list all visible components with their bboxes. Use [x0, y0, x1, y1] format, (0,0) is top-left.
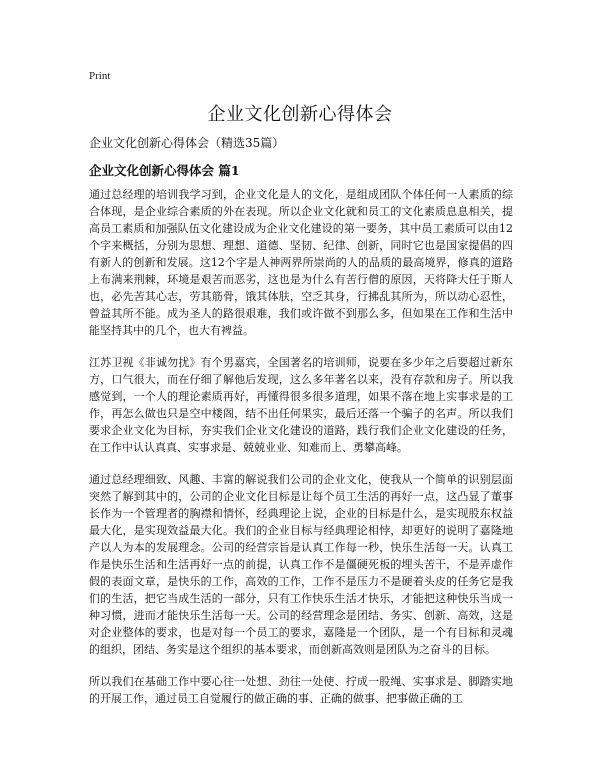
paragraph-2: 江苏卫视《非诚勿扰》有个男嘉宾，全国著名的培训师，说要在多少年之后要超过新东方，口气很大，而在仔细了解他后发现，这么多年著名以来，没有存款和房子。所以我感觉到，一个人的理论素质再好，再懂得很多很多道理，如果不落在地上实事求是的工作，再怎么做也只是空中楼阁，结不出任何果实，最后还落一个骗子的名声。所以我们要求企业文化为目标，夯实我们企业文化建设的道路，践行我们企业文化建设的任务，在工作中认认真真、实事求是、兢兢业业、知难而上、勇攀高峰。: [89, 356, 513, 454]
paragraph-1: 通过总经理的培训我学习到，企业文化是人的文化，是组成团队个体任何一人素质的综合体现，是企业综合素质的外在表现。所以企业文化就和员工的文化素质息息相关，提高员工素质和加强队伍文化建设成为企业文化建设的第一要务，其中员工素质可以由12个字来概括，分别为思想、理想、道德、坚韧、纪律、创新，同时它也是国家提倡的四有新人的创新和发展。这12个字是人神两界所崇尚的人的品质的最高境界，修真的道路上布满来荆棘，环境是艰苦而恶劣，这也是为什么有苦行僧的原因，天将降大任于斯人也，必先苦其心志，劳其筋骨，饿其体肤，空乏其身，行拂乱其所为，所以动心忍性，曾益其所不能。成为圣人的路很艰难，我们或许做不到那么多，但如果在工作和生活中能坚持其中的几个，也大有裨益。: [89, 188, 513, 337]
section-heading: 企业文化创新心得体会 篇1: [89, 163, 240, 178]
paragraph-4: 所以我们在基础工作中要心往一处想、劲往一处使、拧成一股绳、实事求是、脚踏实地的开展工作，通过员工自觉履行的做正确的事、正确的做事、把事做正确的工: [89, 675, 513, 705]
print-link[interactable]: Print: [89, 70, 111, 82]
article-body: [89, 186, 513, 722]
paragraph-3: 通过总经理细致、风趣、丰富的解说我们公司的企业文化，使我从一个简单的识别层面突然了解到其中的，公司的企业文化目标是让每个员工生活的再好一点，这凸显了董事长作为一个管理者的胸襟和情怀，经典理论上说，企业的目标是什么，是实现股东权益最大化，是实现效益最大化。我们的企业目标与经典理论相悖，却更好的说明了嘉隆地产以人为本的发展理念。公司的经营宗旨是认真工作每一秒，快乐生活每一天。认真工作是快乐生活和生活再好一点的前提，认真工作不是僵硬死板的埋头苦干，不是弄虚作假的表面文章，是快乐的工作，高效的工作，工作不是压力不是硬着头皮的任务它是我们的生活，把它当成生活的一部分，只有工作快乐生活才快乐，才能把这种快乐当成一种习惯，进而才能快乐生活每一天。公司的经营理念是团结、务实、创新、高效，这是对企业整体的要求，也是对每一个员工的要求，嘉隆是一个团队，是一个有目标和灵魂的组织，团结、务实是这个组织的基本要求，而创新高效则是团队为之奋斗的目标。: [89, 473, 513, 656]
document-subtitle: 企业文化创新心得体会（精选35篇）: [89, 136, 285, 150]
page-title: 企业文化创新心得体会: [207, 104, 393, 125]
